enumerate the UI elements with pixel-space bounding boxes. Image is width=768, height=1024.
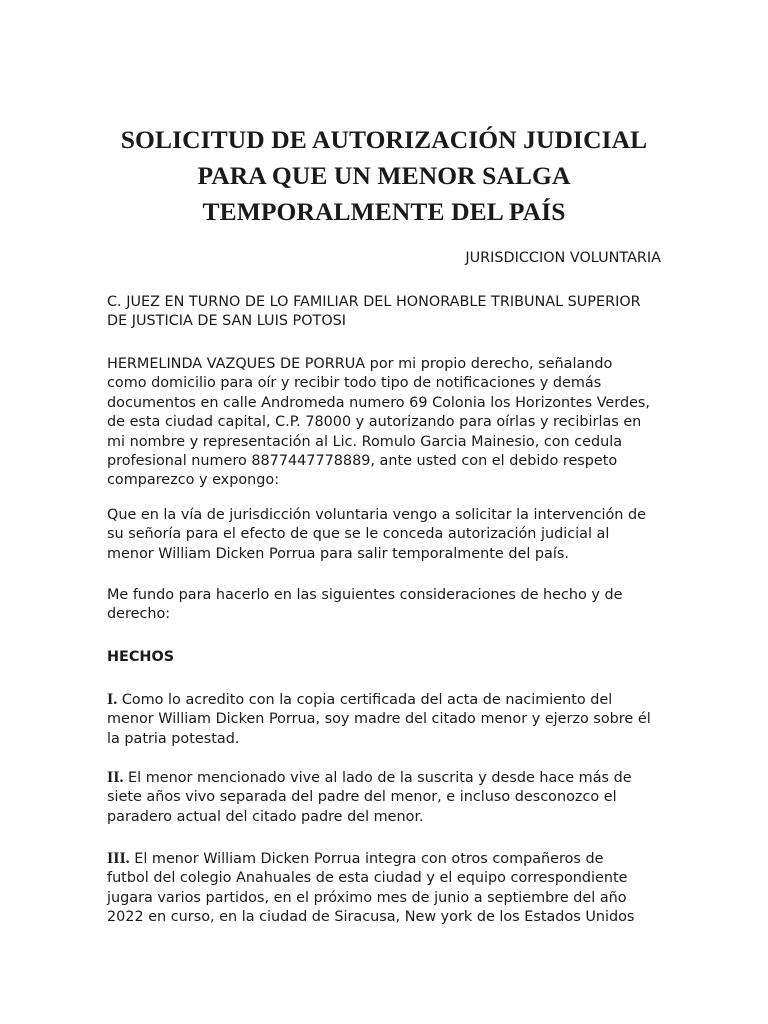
- fact-number: I.: [107, 691, 118, 708]
- fact-paragraph: [107, 690, 667, 749]
- text-line: siete años vivo separada del padre del menor, e incluso desconozco el: [107, 789, 617, 806]
- document-title: [60, 122, 708, 230]
- intro-paragraph: [107, 355, 667, 491]
- fact-number: II.: [107, 769, 124, 786]
- text-line: HERMELINDA VAZQUES DE PORRUA por mi propio derecho, señalando: [107, 356, 613, 372]
- text-line: DE JUSTICIA DE SAN LUIS POTOSI: [107, 313, 347, 330]
- text-line: menor William Dicken Porrua, soy madre del citado menor y ejerzo sobre él: [107, 711, 651, 728]
- text-line: profesional numero 8877447778889, ante usted con el debido respeto: [107, 453, 618, 470]
- title-line: SOLICITUD DE AUTORIZACIÓN JUDICIAL: [120, 125, 648, 154]
- fact-text: El menor William Dicken Porrua integra con otros compañeros de: [134, 851, 604, 867]
- fact-text: Como lo acredito con la copia certificada del acta de nacimiento del: [121, 692, 613, 708]
- text-line: documentos en calle Andromeda numero 69 Colonia los Horizontes Verdes,: [107, 394, 650, 411]
- request-paragraph: [107, 506, 667, 564]
- text-line: la patria potestad.: [107, 730, 240, 747]
- text-line: 2022 en curso, en la ciudad de Siracusa, New york de los Estados Unidos: [107, 909, 635, 926]
- facts-heading: HECHOS: [107, 649, 175, 665]
- text-line: mi nombre y representación al Lic. Romulo Garcia Mainesio, con cedula: [107, 433, 623, 450]
- text-line: jugara varios partidos, en el próximo mes de junio a septiembre del año: [107, 889, 627, 906]
- text-line: comparezco y expongo:: [107, 472, 280, 489]
- text-line: como domicilio para oír y recibir todo tipo de notificaciones y demás: [107, 375, 602, 392]
- fact-paragraph: [107, 849, 667, 928]
- fact-text: El menor mencionado vive al lado de la suscrita y desde hace más de: [128, 770, 632, 786]
- addressee-paragraph: [107, 293, 667, 332]
- text-line: menor William Dicken Porrua para salir temporalmente del país.: [107, 545, 569, 562]
- grounds-paragraph: [107, 586, 667, 625]
- text-line: [107, 849, 667, 869]
- text-line: su señoría para el efecto de que se le conceda autorización judicial al: [107, 526, 610, 543]
- text-line: de esta ciudad capital, C.P. 78000 y autorizando para oírlas y recibirlas en: [107, 414, 642, 431]
- document-subtitle: JURISDICCION VOLUNTARIA: [465, 250, 661, 266]
- text-line: paradero actual del citado padre del menor.: [107, 808, 424, 825]
- text-line: C. JUEZ EN TURNO DE LO FAMILIAR DEL HONORABLE TRIBUNAL SUPERIOR: [107, 294, 641, 310]
- text-line: [107, 768, 667, 788]
- title-line: TEMPORALMENTE DEL PAÍS: [202, 197, 566, 226]
- text-line: futbol del colegio Anahuales de esta ciudad y el equipo correspondiente: [107, 870, 628, 887]
- fact-paragraph: [107, 768, 667, 827]
- text-line: [107, 690, 667, 710]
- text-line: derecho:: [107, 606, 171, 623]
- fact-number: III.: [107, 850, 130, 867]
- text-line: Me fundo para hacerlo en las siguientes consideraciones de hecho y de: [107, 587, 623, 603]
- title-line: PARA QUE UN MENOR SALGA: [197, 161, 571, 190]
- text-line: Que en la vía de jurisdicción voluntaria vengo a solicitar la intervención de: [107, 507, 646, 523]
